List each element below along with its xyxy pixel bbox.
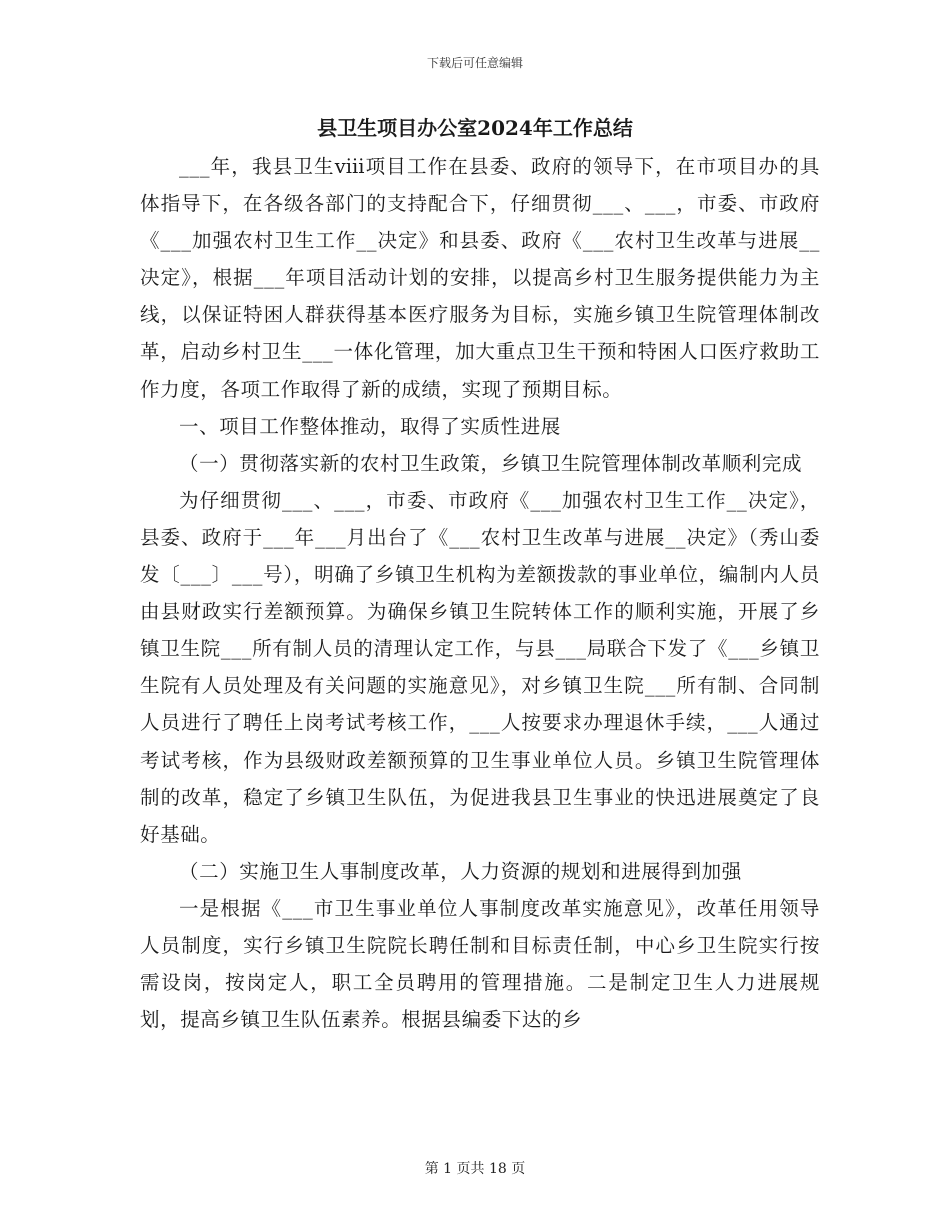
page-header: 下载后可任意编辑 xyxy=(426,56,523,70)
section-heading-1: 一、项目工作整体推动，取得了实质性进展 xyxy=(179,414,561,438)
page-footer: 第 1 页共 18 页 xyxy=(424,1161,526,1177)
subsection-heading-1: （一）贯彻落实新的农村卫生政策，乡镇卫生院管理体制改革顺利完成 xyxy=(179,451,803,475)
paragraph-body-1: 为仔细贯彻___、___，市委、市政府《___加强农村卫生工作__决定》，县委、政府于___年___月出台了《___农村卫生改革与进展__决定》（秀山委发〔___〕___号），明确了乡镇卫生机构为差额拨款的事业单位，编制内人员由县财政实行差额预算。为确保乡镇卫生院转体工作的顺利实施，开展了乡镇卫生院___所有制人员的清理认定工作，与县___局联合下发了《___乡镇卫生院有人员处理及有关问题的实施意见》，对乡镇卫生院___所有制、合同制人员进行了聘任上岗考试考核工作，___人按要求办理退休手续，___人通过考试考核，作为县级财政差额预算的卫生事业单位人员。乡镇卫生院管理体制的改革，稳定了乡镇卫生队伍，为促进我县卫生事业的快迅进展奠定了良好基础。 xyxy=(140,488,820,846)
paragraph-body-2: 一是根据《___市卫生事业单位人事制度改革实施意见》，改革任用领导人员制度，实行乡镇卫生院院长聘任制和目标责任制，中心乡卫生院实行按需设岗，按岗定人，职工全员聘用的管理措施。二是制定卫生人力进展规划，提高乡镇卫生队伍素养。根据县编委下达的乡 xyxy=(140,896,820,1032)
paragraph-intro: ___年，我县卫生ⅷ项目工作在县委、政府的领导下，在市项目办的具体指导下，在各级各部门的支持配合下，仔细贯彻___、___，市委、市政府《___加强农村卫生工作__决定》和县委、政府《___农村卫生改革与进展__决定》，根据___年项目活动计划的安排，以提高乡村卫生服务提供能力为主线，以保证特困人群获得基本医疗服务为目标，实施乡镇卫生院管理体制改革，启动乡村卫生___一体化管理，加大重点卫生干预和特困人口医疗救助工作力度，各项工作取得了新的成绩，实现了预期目标。 xyxy=(140,155,820,401)
document-title: 县卫生项目办公室2024年工作总结 xyxy=(317,116,633,140)
subsection-heading-2: （二）实施卫生人事制度改革，人力资源的规划和进展得到加强 xyxy=(179,859,742,883)
document-body xyxy=(140,148,820,1038)
